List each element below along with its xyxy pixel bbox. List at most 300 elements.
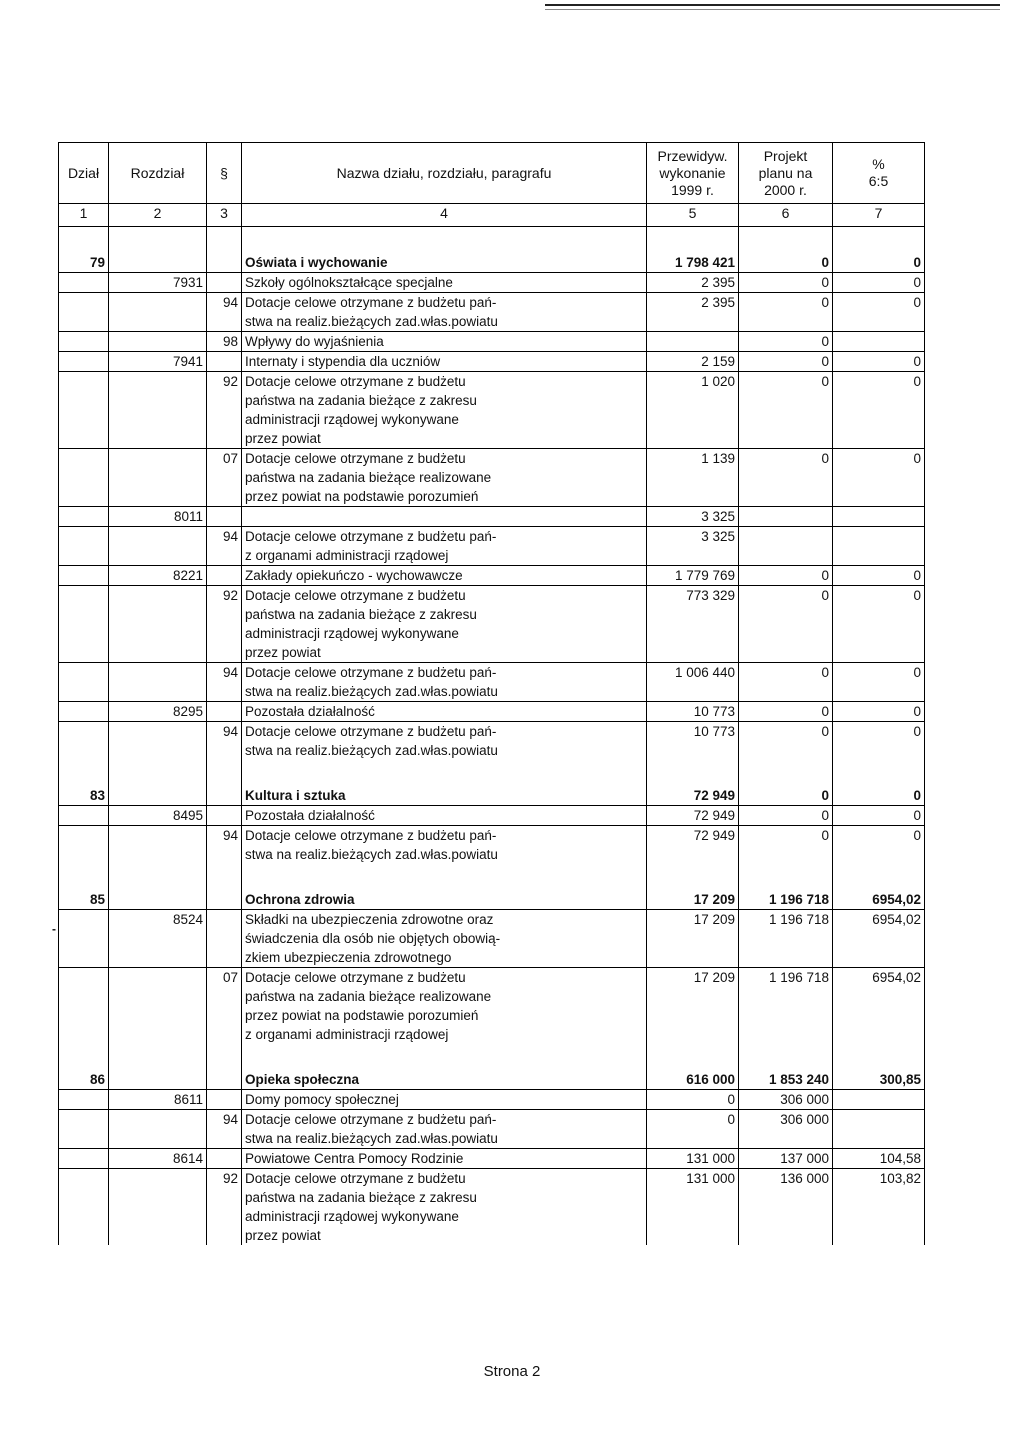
rozdzial-cell: 8495: [109, 806, 207, 826]
procent-value-cell: 0: [833, 449, 925, 507]
rozdzial-cell: 8295: [109, 702, 207, 722]
name-line: administracji rządowej wykonywane: [245, 626, 459, 641]
table-row: [59, 806, 925, 826]
name-line: państwa na zadania bieżące z zakresu: [245, 393, 477, 408]
spacer-cell: [109, 227, 207, 254]
dzial-cell: [59, 566, 109, 586]
procent-value-cell: 0: [833, 702, 925, 722]
paragraf-cell: [207, 786, 242, 806]
column-number: 7: [833, 204, 925, 227]
budget-table: [58, 142, 925, 1245]
paragraf-cell: [207, 890, 242, 910]
name-line: z organami administracji rządowej: [245, 548, 449, 563]
name-line: Powiatowe Centra Pomocy Rodzinie: [245, 1151, 464, 1166]
name-cell: [242, 507, 647, 527]
spacer-cell: [242, 760, 647, 786]
przewidyw-value-cell: 616 000: [647, 1070, 739, 1090]
name-line: Zakłady opiekuńczo - wychowawcze: [245, 568, 463, 583]
table-row: [59, 786, 925, 806]
header-przewidyw-line-2: wykonanie: [659, 164, 726, 181]
projekt-value-cell: 137 000: [739, 1149, 833, 1169]
budget-table-body: [59, 227, 925, 1246]
rozdzial-cell: [109, 253, 207, 273]
spacer-cell: [242, 227, 647, 254]
table-row: [59, 507, 925, 527]
przewidyw-value-cell: 1 020: [647, 372, 739, 449]
projekt-value-cell: 0: [739, 722, 833, 761]
spacer-cell: [833, 227, 925, 254]
name-line: Dotacje celowe otrzymane z budżetu: [245, 374, 466, 389]
name-cell: [242, 1070, 647, 1090]
name-cell: [242, 566, 647, 586]
dzial-cell: [59, 968, 109, 1045]
rozdzial-cell: 8221: [109, 566, 207, 586]
name-line: zkiem ubezpieczenia zdrowotnego: [245, 950, 452, 965]
rozdzial-cell: [109, 293, 207, 332]
name-cell: [242, 826, 647, 865]
name-line: przez powiat: [245, 431, 321, 446]
spacer-cell: [739, 864, 833, 890]
projekt-value-cell: 1 853 240: [739, 1070, 833, 1090]
paragraf-cell: 07: [207, 449, 242, 507]
rozdzial-cell: [109, 663, 207, 702]
header-projekt-line-1: Projekt: [763, 147, 808, 164]
name-cell: [242, 332, 647, 352]
projekt-value-cell: 136 000: [739, 1169, 833, 1246]
name-cell: [242, 968, 647, 1045]
spacer-cell: [207, 760, 242, 786]
table-row: [59, 1090, 925, 1110]
column-number: 5: [647, 204, 739, 227]
paragraf-cell: 94: [207, 722, 242, 761]
paragraf-cell: [207, 1149, 242, 1169]
procent-value-cell: 0: [833, 293, 925, 332]
name-cell: [242, 1110, 647, 1149]
dzial-cell: [59, 449, 109, 507]
procent-value-cell: [833, 1110, 925, 1149]
name-line: Pozostała działalność: [245, 704, 375, 719]
header-projekt-line-3: 2000 r.: [764, 181, 807, 198]
spacer-cell: [207, 864, 242, 890]
projekt-value-cell: 0: [739, 332, 833, 352]
projekt-value-cell: 0: [739, 663, 833, 702]
dzial-cell: [59, 1110, 109, 1149]
table-row: [59, 527, 925, 566]
dzial-cell: [59, 702, 109, 722]
przewidyw-value-cell: 72 949: [647, 786, 739, 806]
name-line: przez powiat: [245, 1228, 321, 1243]
rozdzial-cell: [109, 372, 207, 449]
dzial-cell: [59, 372, 109, 449]
table-row: [59, 663, 925, 702]
header-procent: [833, 143, 925, 204]
przewidyw-value-cell: 2 159: [647, 352, 739, 372]
przewidyw-value-cell: 17 209: [647, 890, 739, 910]
paragraf-cell: [207, 806, 242, 826]
table-row: [59, 1110, 925, 1149]
header-row: [59, 143, 925, 204]
procent-value-cell: 0: [833, 352, 925, 372]
name-line: Dotacje celowe otrzymane z budżetu: [245, 1171, 466, 1186]
dzial-cell: [59, 722, 109, 761]
projekt-value-cell: 0: [739, 372, 833, 449]
header-przewidyw-line-1: Przewidyw.: [657, 147, 728, 164]
table-row: [59, 273, 925, 293]
przewidyw-value-cell: 72 949: [647, 806, 739, 826]
spacer-cell: [242, 1044, 647, 1070]
name-line: Składki na ubezpieczenia zdrowotne oraz: [245, 912, 494, 927]
name-line: Dotacje celowe otrzymane z budżetu pań-: [245, 724, 497, 739]
dzial-cell: [59, 1149, 109, 1169]
paragraf-cell: [207, 566, 242, 586]
projekt-value-cell: 0: [739, 352, 833, 372]
name-line: stwa na realiz.bieżących zad.włas.powiatu: [245, 1131, 498, 1146]
name-line: Dotacje celowe otrzymane z budżetu pań-: [245, 1112, 497, 1127]
rozdzial-cell: 8611: [109, 1090, 207, 1110]
dzial-cell: 86: [59, 1070, 109, 1090]
name-line: przez powiat na podstawie porozumień: [245, 1008, 479, 1023]
paragraf-cell: [207, 910, 242, 968]
projekt-value-cell: 1 196 718: [739, 910, 833, 968]
name-line: Kultura i sztuka: [245, 788, 346, 803]
dzial-cell: [59, 586, 109, 663]
przewidyw-value-cell: 0: [647, 1110, 739, 1149]
rozdzial-cell: 7931: [109, 273, 207, 293]
header-przewidyw-line-3: 1999 r.: [671, 181, 714, 198]
rozdzial-cell: 8011: [109, 507, 207, 527]
procent-value-cell: 0: [833, 372, 925, 449]
name-line: Internaty i stypendia dla uczniów: [245, 354, 441, 369]
dzial-cell: [59, 910, 109, 968]
paragraf-cell: [207, 352, 242, 372]
name-line: państwa na zadania bieżące z zakresu: [245, 607, 477, 622]
spacer-cell: [59, 760, 109, 786]
procent-value-cell: 6954,02: [833, 890, 925, 910]
name-cell: [242, 702, 647, 722]
projekt-value-cell: 0: [739, 449, 833, 507]
procent-value-cell: 104,58: [833, 1149, 925, 1169]
name-cell: [242, 1149, 647, 1169]
spacer-cell: [109, 864, 207, 890]
paragraf-cell: 94: [207, 663, 242, 702]
table-row: [59, 890, 925, 910]
spacer-row: [59, 227, 925, 254]
przewidyw-value-cell: 10 773: [647, 722, 739, 761]
paragraf-cell: 94: [207, 293, 242, 332]
procent-value-cell: 300,85: [833, 1070, 925, 1090]
przewidyw-value-cell: 2 395: [647, 293, 739, 332]
column-number: 6: [739, 204, 833, 227]
name-cell: [242, 910, 647, 968]
przewidyw-value-cell: 10 773: [647, 702, 739, 722]
projekt-value-cell: 0: [739, 826, 833, 865]
name-line: państwa na zadania bieżące z zakresu: [245, 1190, 477, 1205]
spacer-cell: [833, 864, 925, 890]
rozdzial-cell: [109, 1110, 207, 1149]
table-row: [59, 293, 925, 332]
name-line: Dotacje celowe otrzymane z budżetu pań-: [245, 828, 497, 843]
procent-value-cell: 6954,02: [833, 968, 925, 1045]
paragraf-cell: 92: [207, 586, 242, 663]
rozdzial-cell: [109, 826, 207, 865]
name-cell: [242, 806, 647, 826]
name-line: Opieka społeczna: [245, 1072, 360, 1087]
name-line: państwa na zadania bieżące realizowane: [245, 470, 492, 485]
dzial-cell: [59, 1169, 109, 1246]
projekt-value-cell: 0: [739, 273, 833, 293]
name-line: Pozostała działalność: [245, 808, 375, 823]
name-cell: [242, 890, 647, 910]
header-nazwa: Nazwa działu, rozdziału, paragrafu: [242, 143, 647, 204]
procent-value-cell: 103,82: [833, 1169, 925, 1246]
name-line: administracji rządowej wykonywane: [245, 1209, 459, 1224]
spacer-cell: [207, 227, 242, 254]
paragraf-cell: [207, 253, 242, 273]
przewidyw-value-cell: 131 000: [647, 1149, 739, 1169]
table-row: [59, 826, 925, 865]
dzial-cell: [59, 806, 109, 826]
column-number: 2: [109, 204, 207, 227]
procent-value-cell: [833, 527, 925, 566]
projekt-value-cell: 1 196 718: [739, 890, 833, 910]
name-cell: [242, 722, 647, 761]
procent-value-cell: 0: [833, 273, 925, 293]
name-line: administracji rządowej wykonywane: [245, 412, 459, 427]
rozdzial-cell: [109, 332, 207, 352]
paragraf-cell: 07: [207, 968, 242, 1045]
paragraf-cell: 94: [207, 1110, 242, 1149]
name-line: świadczenia dla osób nie objętych obowią-: [245, 931, 501, 946]
procent-value-cell: [833, 332, 925, 352]
spacer-cell: [242, 864, 647, 890]
table-row: [59, 702, 925, 722]
header-procent-line-1: %: [872, 156, 885, 172]
rozdzial-cell: [109, 786, 207, 806]
header-projekt-line-2: planu na: [758, 164, 813, 181]
przewidyw-value-cell: 2 395: [647, 273, 739, 293]
name-cell: [242, 1169, 647, 1246]
name-cell: [242, 663, 647, 702]
procent-value-cell: 6954,02: [833, 910, 925, 968]
name-line: stwa na realiz.bieżących zad.włas.powiatu: [245, 743, 498, 758]
rozdzial-cell: [109, 449, 207, 507]
name-cell: [242, 1090, 647, 1110]
przewidyw-value-cell: 3 325: [647, 507, 739, 527]
dzial-cell: 83: [59, 786, 109, 806]
name-cell: [242, 449, 647, 507]
rozdzial-cell: 7941: [109, 352, 207, 372]
projekt-value-cell: [739, 527, 833, 566]
paragraf-cell: 92: [207, 372, 242, 449]
rozdzial-cell: [109, 527, 207, 566]
name-line: Oświata i wychowanie: [245, 255, 388, 270]
paragraf-cell: 94: [207, 826, 242, 865]
procent-value-cell: 0: [833, 806, 925, 826]
paragraf-cell: 98: [207, 332, 242, 352]
name-line: z organami administracji rządowej: [245, 1027, 449, 1042]
name-line: przez powiat na podstawie porozumień: [245, 489, 479, 504]
header-rozdzial: Rozdział: [109, 143, 207, 204]
name-line: Dotacje celowe otrzymane z budżetu: [245, 970, 466, 985]
dzial-cell: [59, 527, 109, 566]
name-cell: [242, 786, 647, 806]
spacer-row: [59, 760, 925, 786]
header-paragraf: §: [207, 143, 242, 204]
paragraf-cell: 92: [207, 1169, 242, 1246]
name-line: państwa na zadania bieżące realizowane: [245, 989, 492, 1004]
projekt-value-cell: 0: [739, 293, 833, 332]
spacer-cell: [739, 227, 833, 254]
dzial-cell: 79: [59, 253, 109, 273]
spacer-cell: [833, 760, 925, 786]
name-line: przez powiat: [245, 645, 321, 660]
table-row: [59, 332, 925, 352]
spacer-cell: [647, 760, 739, 786]
top-rule: [545, 4, 1000, 6]
table-row: [59, 1169, 925, 1246]
projekt-value-cell: 306 000: [739, 1090, 833, 1110]
spacer-cell: [647, 864, 739, 890]
spacer-cell: [109, 1044, 207, 1070]
przewidyw-value-cell: [647, 332, 739, 352]
przewidyw-value-cell: 1 139: [647, 449, 739, 507]
przewidyw-value-cell: 1 779 769: [647, 566, 739, 586]
name-line: Dotacje celowe otrzymane z budżetu pań-: [245, 295, 497, 310]
projekt-value-cell: 1 196 718: [739, 968, 833, 1045]
name-line: Szkoły ogólnokształcące specjalne: [245, 275, 453, 290]
rozdzial-cell: [109, 1169, 207, 1246]
column-number-row: [59, 204, 925, 227]
spacer-cell: [59, 864, 109, 890]
dzial-cell: [59, 1090, 109, 1110]
table-row: [59, 372, 925, 449]
table-row: [59, 352, 925, 372]
table-row: [59, 449, 925, 507]
projekt-value-cell: 0: [739, 806, 833, 826]
dzial-cell: [59, 663, 109, 702]
rozdzial-cell: [109, 890, 207, 910]
name-cell: [242, 253, 647, 273]
procent-value-cell: 0: [833, 253, 925, 273]
dzial-cell: 85: [59, 890, 109, 910]
projekt-value-cell: 0: [739, 702, 833, 722]
projekt-value-cell: 0: [739, 586, 833, 663]
rozdzial-cell: [109, 722, 207, 761]
procent-value-cell: 0: [833, 722, 925, 761]
projekt-value-cell: [739, 507, 833, 527]
spacer-cell: [59, 227, 109, 254]
przewidyw-value-cell: 1 798 421: [647, 253, 739, 273]
procent-value-cell: [833, 507, 925, 527]
name-line: [245, 507, 643, 526]
spacer-cell: [647, 227, 739, 254]
paragraf-cell: [207, 702, 242, 722]
paragraf-cell: 94: [207, 527, 242, 566]
name-cell: [242, 293, 647, 332]
projekt-value-cell: 0: [739, 566, 833, 586]
procent-value-cell: 0: [833, 786, 925, 806]
name-line: stwa na realiz.bieżących zad.włas.powiatu: [245, 314, 498, 329]
table-row: [59, 1149, 925, 1169]
paragraf-cell: [207, 273, 242, 293]
name-line: Dotacje celowe otrzymane z budżetu pań-: [245, 529, 497, 544]
header-przewidyw: [647, 143, 739, 204]
spacer-cell: [59, 1044, 109, 1070]
spacer-cell: [109, 760, 207, 786]
top-rule-secondary: [545, 9, 1000, 10]
name-line: Dotacje celowe otrzymane z budżetu: [245, 588, 466, 603]
name-line: Dotacje celowe otrzymane z budżetu pań-: [245, 665, 497, 680]
name-line: Wpływy do wyjaśnienia: [245, 334, 384, 349]
projekt-value-cell: 0: [739, 253, 833, 273]
column-number: 4: [242, 204, 647, 227]
spacer-row: [59, 1044, 925, 1070]
spacer-cell: [207, 1044, 242, 1070]
margin-mark: -: [52, 922, 56, 936]
name-line: stwa na realiz.bieżących zad.włas.powiatu: [245, 684, 498, 699]
przewidyw-value-cell: 3 325: [647, 527, 739, 566]
procent-value-cell: [833, 1090, 925, 1110]
column-number: 3: [207, 204, 242, 227]
header-projekt: [739, 143, 833, 204]
rozdzial-cell: 8524: [109, 910, 207, 968]
przewidyw-value-cell: 72 949: [647, 826, 739, 865]
projekt-value-cell: 0: [739, 786, 833, 806]
przewidyw-value-cell: 131 000: [647, 1169, 739, 1246]
przewidyw-value-cell: 17 209: [647, 910, 739, 968]
rozdzial-cell: [109, 968, 207, 1045]
header-procent-line-2: 6:5: [868, 173, 889, 189]
table-row: [59, 253, 925, 273]
table-row: [59, 586, 925, 663]
spacer-row: [59, 864, 925, 890]
rozdzial-cell: 8614: [109, 1149, 207, 1169]
column-number: 1: [59, 204, 109, 227]
dzial-cell: [59, 332, 109, 352]
przewidyw-value-cell: 1 006 440: [647, 663, 739, 702]
dzial-cell: [59, 352, 109, 372]
name-cell: [242, 273, 647, 293]
name-line: stwa na realiz.bieżących zad.włas.powiatu: [245, 847, 498, 862]
spacer-cell: [833, 1044, 925, 1070]
przewidyw-value-cell: 773 329: [647, 586, 739, 663]
paragraf-cell: [207, 507, 242, 527]
table-row: [59, 566, 925, 586]
table-row: [59, 910, 925, 968]
header-dzial: Dział: [59, 143, 109, 204]
dzial-cell: [59, 507, 109, 527]
table-row: [59, 1070, 925, 1090]
name-line: Dotacje celowe otrzymane z budżetu: [245, 451, 466, 466]
name-cell: [242, 527, 647, 566]
dzial-cell: [59, 826, 109, 865]
przewidyw-value-cell: 17 209: [647, 968, 739, 1045]
procent-value-cell: 0: [833, 586, 925, 663]
dzial-cell: [59, 273, 109, 293]
paragraf-cell: [207, 1090, 242, 1110]
spacer-cell: [739, 1044, 833, 1070]
rozdzial-cell: [109, 586, 207, 663]
projekt-value-cell: 306 000: [739, 1110, 833, 1149]
name-cell: [242, 352, 647, 372]
procent-value-cell: 0: [833, 663, 925, 702]
spacer-cell: [647, 1044, 739, 1070]
name-line: Domy pomocy społecznej: [245, 1092, 399, 1107]
procent-value-cell: 0: [833, 566, 925, 586]
table-row: [59, 722, 925, 761]
paragraf-cell: [207, 1070, 242, 1090]
rozdzial-cell: [109, 1070, 207, 1090]
